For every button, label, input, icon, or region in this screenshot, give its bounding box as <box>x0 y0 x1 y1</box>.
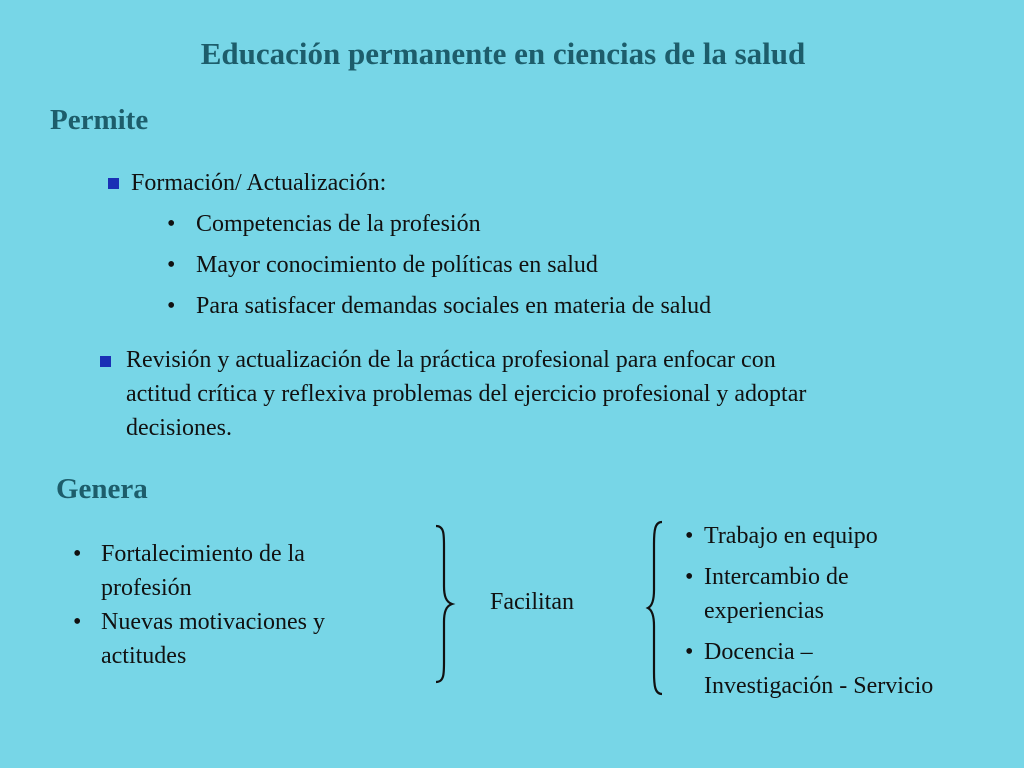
left-item-2-line-1: Nuevas motivaciones y <box>101 609 325 635</box>
right-item-3-line-1: Docencia – <box>704 639 813 665</box>
formacion-label: Formación/ Actualización: <box>131 170 387 196</box>
bullet-dot-icon: • <box>73 541 82 567</box>
bullet-dot-icon: • <box>685 523 694 549</box>
subitem-demandas: Para satisfacer demandas sociales en materia de salud <box>196 293 712 319</box>
bullet-dot-icon: • <box>167 252 176 278</box>
genera-heading: Genera <box>56 473 148 505</box>
bullet-dot-icon: • <box>685 564 694 590</box>
left-item-2-line-2: actitudes <box>101 643 187 669</box>
square-bullet-icon <box>100 356 111 367</box>
square-bullet-icon <box>108 178 119 189</box>
bullet-dot-icon: • <box>73 609 82 635</box>
subitem-competencias: Competencias de la profesión <box>196 211 481 237</box>
left-brace-icon <box>646 520 666 696</box>
bullet-dot-icon: • <box>167 293 176 319</box>
facilitan-label: Facilitan <box>490 589 574 615</box>
left-item-1-line-2: profesión <box>101 575 192 601</box>
right-item-1-line-1: Trabajo en equipo <box>704 523 878 549</box>
revision-line-3: decisiones. <box>126 415 232 441</box>
right-item-2-line-2: experiencias <box>704 598 824 624</box>
slide-title: Educación permanente en ciencias de la salud <box>200 36 806 71</box>
bullet-dot-icon: • <box>167 211 176 237</box>
right-item-2-line-1: Intercambio de <box>704 564 849 590</box>
left-item-1-line-1: Fortalecimiento de la <box>101 541 305 567</box>
permite-heading: Permite <box>50 104 149 136</box>
right-brace-icon <box>432 524 456 684</box>
right-item-3-line-2: Investigación - Servicio <box>704 673 934 699</box>
revision-line-2: actitud crítica y reflexiva problemas del ejercicio profesional y adoptar <box>126 381 807 407</box>
bullet-dot-icon: • <box>685 639 694 665</box>
subitem-politicas: Mayor conocimiento de políticas en salud <box>196 252 598 278</box>
revision-line-1: Revisión y actualización de la práctica profesional para enfocar con <box>126 347 776 373</box>
